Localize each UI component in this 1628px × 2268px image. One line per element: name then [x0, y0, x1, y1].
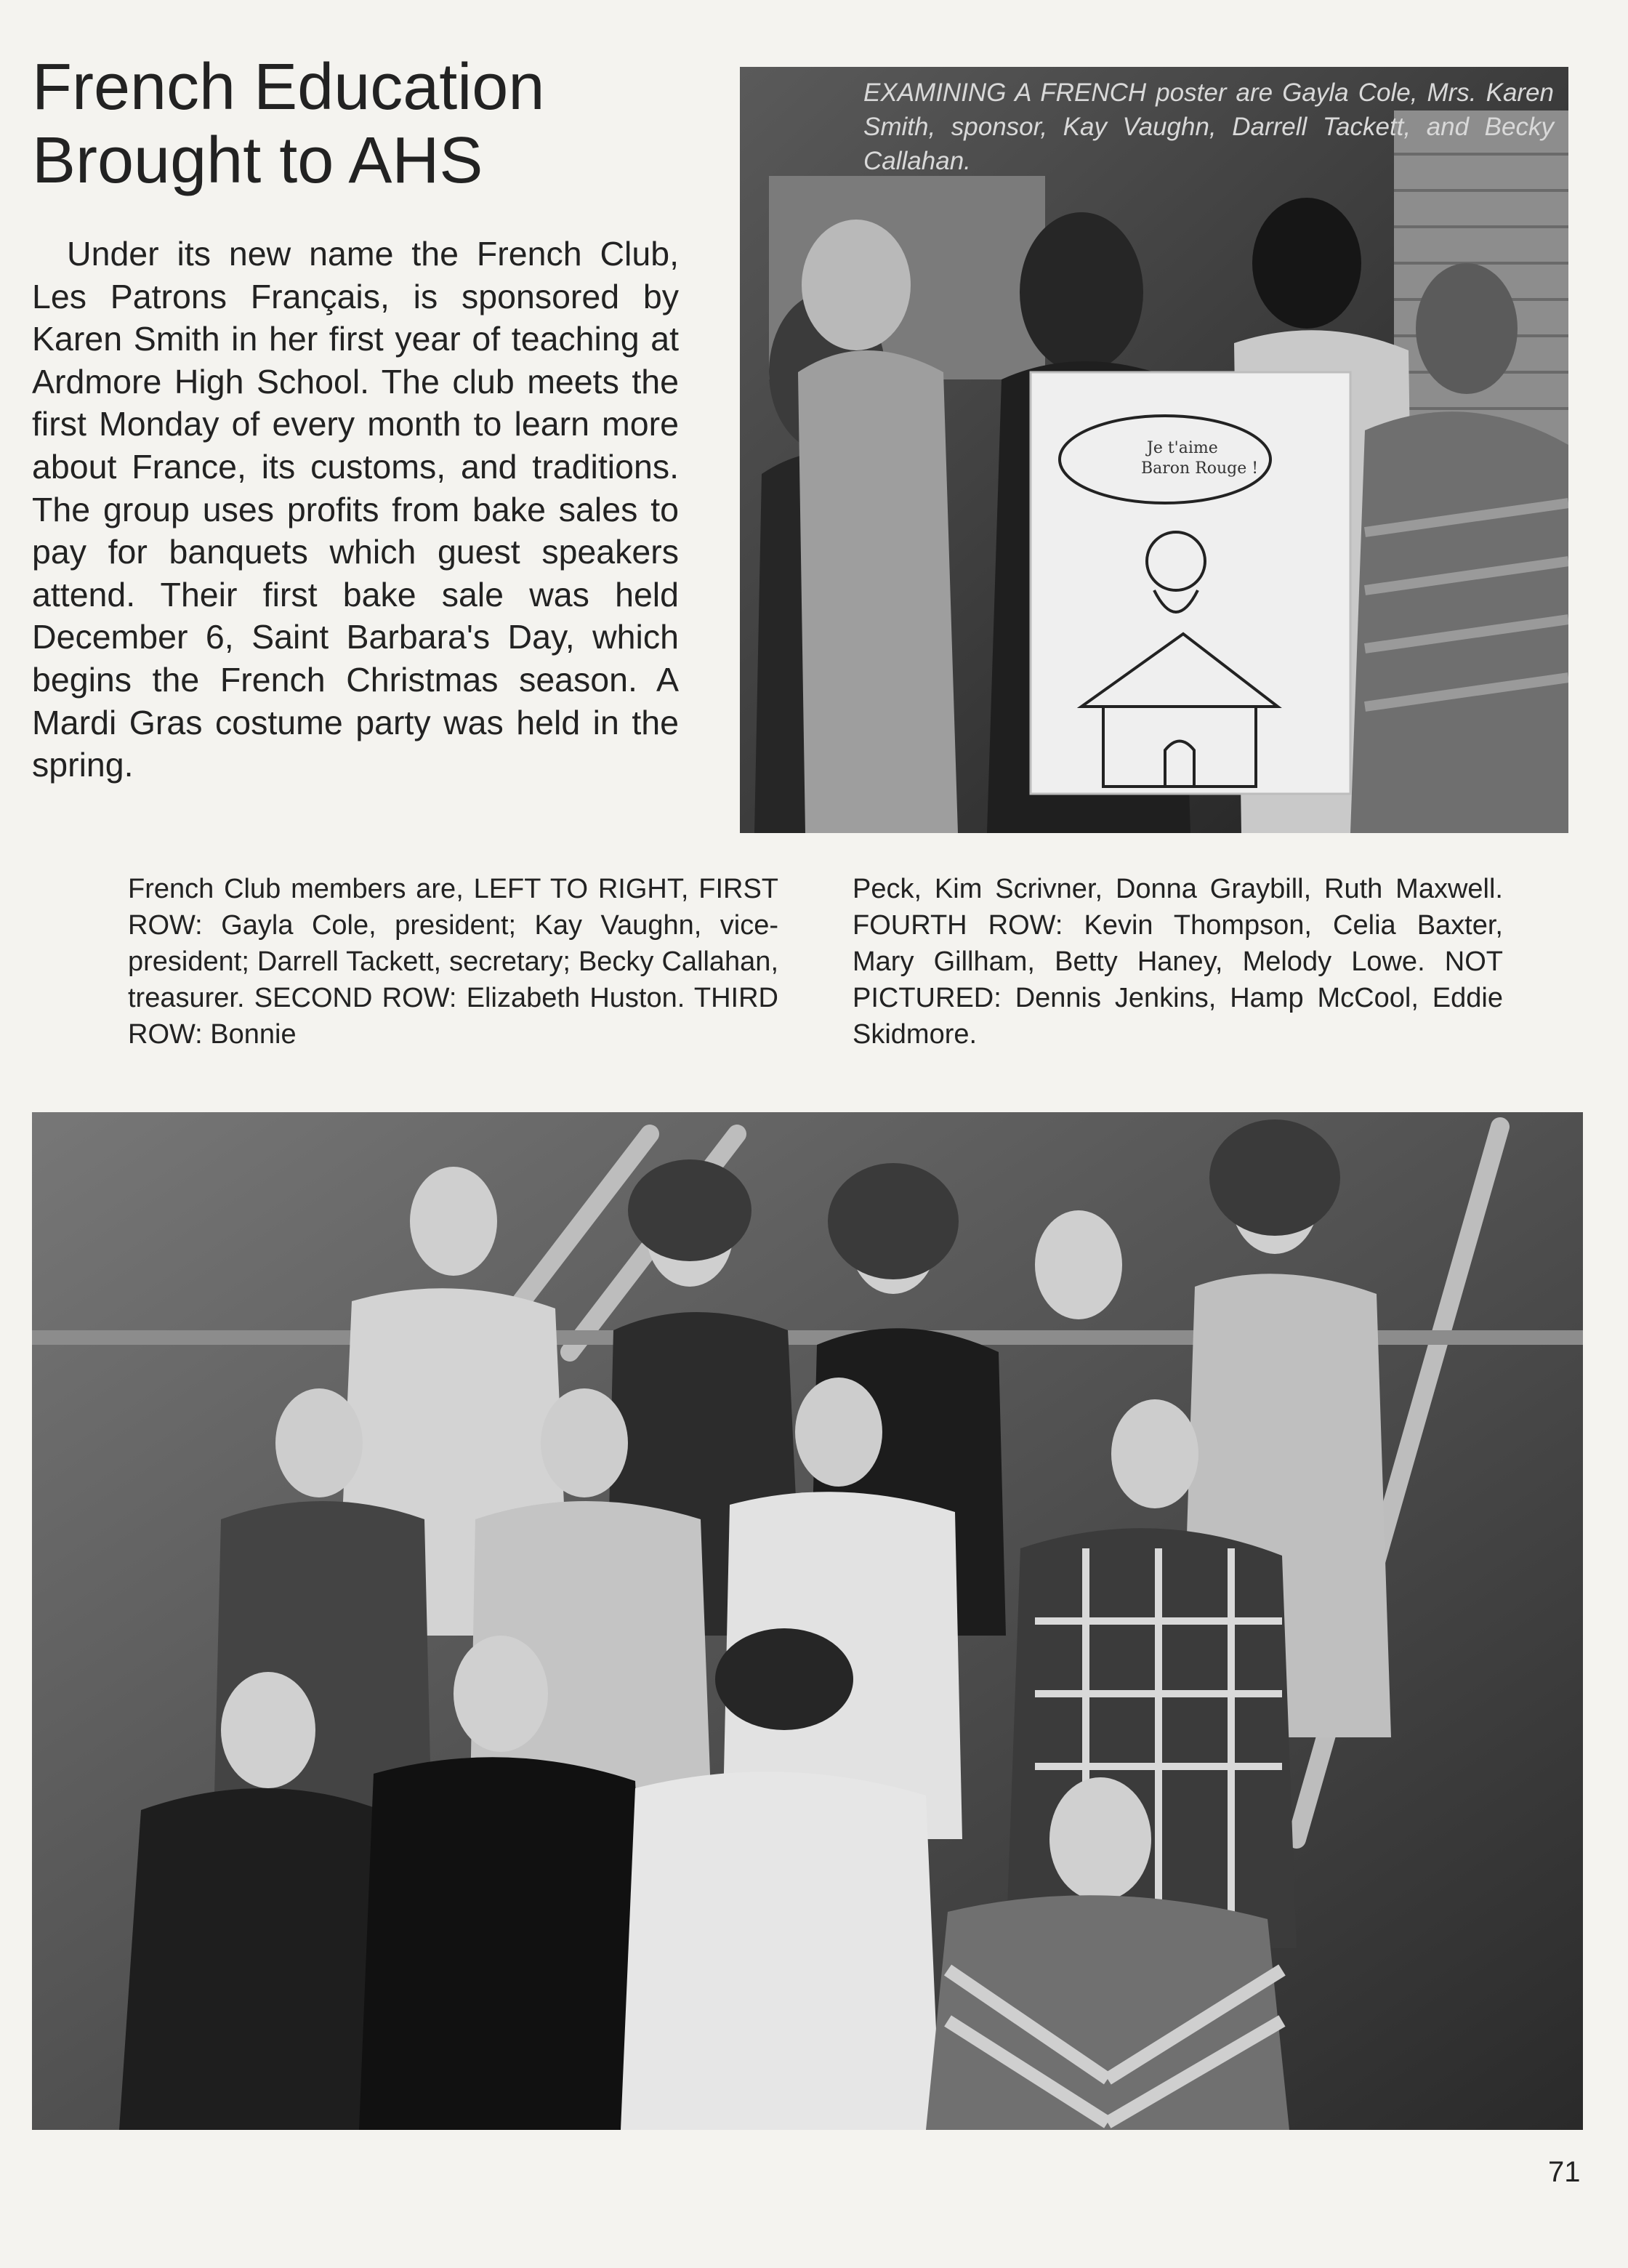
- article-body: Under its new name the French Club, Les Patrons Français, is sponsored by Karen Smith in her first year of teaching at Ardmore High School. The club meets the first Monday of every month to learn more about France, its customs, and traditions. The group uses profits from bake sales to pay for banquets which guest speakers attend. Their first bake sale was held December 6, Saint Barbara's Day, which begins the French Christmas season. A Mardi Gras costume party was held in the spring.: [32, 235, 679, 784]
- page-number: 71: [1548, 2156, 1581, 2188]
- poster-photo-caption: EXAMINING A FRENCH poster are Gayla Cole, Mrs. Karen Smith, sponsor, Kay Vaughn, Darrell Tackett, and Becky Callahan.: [863, 79, 1554, 175]
- group-caption-column-1: French Club members are, LEFT TO RIGHT, FIRST ROW: Gayla Cole, president; Kay Vaughn, vice-president; Darrell Tackett, secretary; Becky Callahan, treasurer. SECOND ROW: Elizabeth Huston. THIRD ROW: Bonnie: [128, 874, 778, 1050]
- poster-photo: [740, 67, 1568, 833]
- group-photo-image: [32, 1112, 1583, 2130]
- group-photo-caption: [128, 871, 1503, 1053]
- headline-line-1: French Education: [32, 51, 545, 124]
- group-caption-column-2: Peck, Kim Scrivner, Donna Graybill, Ruth Maxwell. FOURTH ROW: Kevin Thompson, Celia Baxter, Mary Gillham, Betty Haney, Melody Lowe. NOT PICTURED: Dennis Jenkins, Hamp McCool, Eddie Skidmore.: [853, 874, 1503, 1050]
- poster-text-line-2: Baron Rouge !: [1141, 459, 1259, 478]
- article-headline: [32, 51, 686, 198]
- headline-line-2: Brought to AHS: [32, 124, 483, 197]
- group-photo: [32, 1112, 1583, 2130]
- poster-text-line-1: Je t'aime: [1147, 439, 1218, 457]
